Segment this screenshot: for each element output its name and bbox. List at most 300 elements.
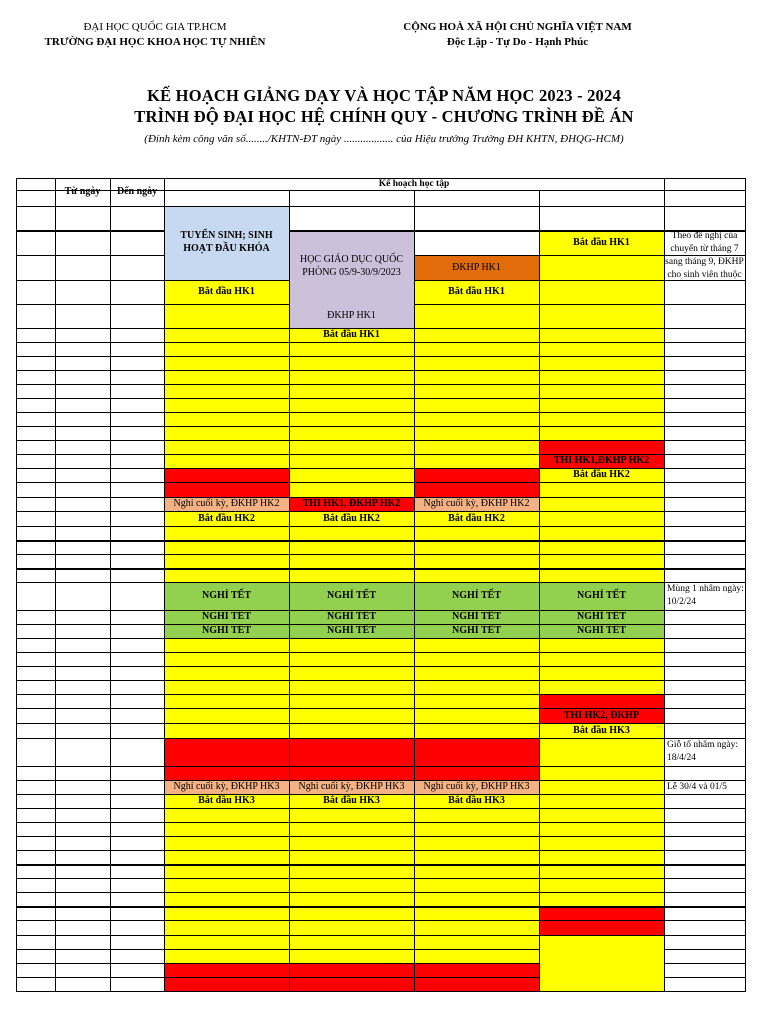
row-divider	[664, 694, 746, 695]
cell-exam2-c3	[414, 738, 539, 780]
row-divider	[164, 468, 290, 469]
row-divider	[55, 356, 111, 357]
row-divider	[55, 582, 111, 583]
row-divider	[55, 991, 111, 992]
row-divider	[414, 328, 540, 329]
row-divider	[664, 836, 746, 837]
cell-hk2-c4	[539, 468, 664, 582]
row-divider	[110, 991, 165, 992]
row-divider	[110, 766, 165, 767]
row-divider	[16, 694, 56, 695]
row-divider	[16, 482, 56, 483]
row-divider	[664, 511, 746, 512]
row-divider	[289, 878, 415, 879]
row-divider	[55, 511, 111, 512]
row-divider	[16, 906, 56, 908]
row-divider	[164, 454, 290, 455]
row-divider	[55, 554, 111, 555]
row-divider	[16, 582, 56, 583]
row-divider	[55, 652, 111, 653]
row-divider	[539, 356, 665, 357]
row-divider	[55, 780, 111, 781]
row-divider	[16, 836, 56, 837]
row-divider	[414, 864, 540, 866]
row-divider	[55, 794, 111, 795]
row-divider	[289, 370, 415, 371]
row-divider	[664, 991, 746, 992]
row-divider	[110, 342, 165, 343]
row-divider	[164, 526, 290, 527]
row-divider	[110, 878, 165, 879]
cell-exam2-c1	[164, 738, 289, 780]
row-divider	[16, 356, 56, 357]
row-divider	[289, 384, 415, 385]
row-divider	[164, 384, 290, 385]
start-hk3-label: Bắt đầu HK3	[323, 795, 380, 806]
row-divider	[414, 426, 540, 427]
row-divider	[289, 190, 415, 191]
row-divider	[414, 206, 540, 207]
row-divider	[539, 384, 665, 385]
row-divider	[55, 766, 111, 767]
row-divider	[414, 568, 540, 570]
row-divider	[110, 666, 165, 667]
row-divider	[289, 977, 415, 978]
row-divider	[55, 370, 111, 371]
row-divider	[16, 426, 56, 427]
row-divider	[110, 526, 165, 527]
row-divider	[164, 540, 290, 542]
row-divider	[16, 780, 56, 781]
column-divider	[16, 178, 17, 992]
row-divider	[16, 638, 56, 639]
row-divider	[16, 280, 56, 281]
row-divider	[539, 526, 665, 527]
row-divider	[539, 666, 665, 667]
row-divider	[164, 356, 290, 357]
column-header-to-date: Đến ngày	[116, 186, 158, 197]
tet-holiday-label: NGHỈ TẾT	[452, 611, 501, 622]
row-divider	[414, 384, 540, 385]
row-divider	[55, 723, 111, 724]
row-divider	[16, 808, 56, 809]
row-divider	[16, 680, 56, 681]
exam-hk1-label-c4: THI HK1,ĐKHP HK2	[553, 455, 650, 466]
row-divider	[110, 864, 165, 866]
row-divider	[289, 949, 415, 950]
row-divider	[55, 963, 111, 964]
row-divider	[664, 342, 746, 343]
row-divider	[289, 666, 415, 667]
row-divider	[539, 991, 665, 992]
cell-hk3b-c4	[539, 935, 664, 991]
row-divider	[55, 230, 111, 232]
row-divider	[664, 178, 746, 179]
row-divider	[16, 963, 56, 964]
row-divider	[16, 610, 56, 611]
column-divider	[55, 178, 56, 992]
row-divider	[664, 808, 746, 809]
row-divider	[16, 206, 56, 207]
row-divider	[164, 808, 290, 809]
row-divider	[55, 255, 111, 256]
start-hk3-label: Bắt đầu HK3	[198, 795, 255, 806]
row-divider	[664, 864, 746, 866]
row-divider	[289, 526, 415, 527]
row-divider	[414, 412, 540, 413]
row-divider	[110, 920, 165, 921]
row-divider	[16, 370, 56, 371]
row-divider	[16, 398, 56, 399]
row-divider	[164, 190, 290, 191]
row-divider	[539, 808, 665, 809]
row-divider	[16, 178, 56, 179]
row-divider	[664, 624, 746, 625]
row-divider	[539, 568, 665, 570]
row-divider	[16, 920, 56, 921]
row-divider	[16, 794, 56, 795]
row-divider	[110, 398, 165, 399]
row-divider	[110, 892, 165, 893]
row-divider	[55, 920, 111, 921]
row-divider	[664, 723, 746, 724]
row-divider	[16, 738, 56, 739]
row-divider	[289, 230, 415, 232]
row-divider	[164, 482, 290, 483]
row-divider	[664, 454, 746, 455]
row-divider	[55, 822, 111, 823]
row-divider	[55, 738, 111, 739]
university-name: ĐẠI HỌC QUỐC GIA TP.HCM	[83, 21, 227, 33]
row-divider	[16, 991, 56, 992]
row-divider	[55, 878, 111, 879]
row-divider	[664, 963, 746, 964]
tet-holiday-label: NGHỈ TẾT	[202, 611, 251, 622]
row-divider	[664, 878, 746, 879]
row-divider	[16, 766, 56, 767]
row-divider	[164, 708, 290, 709]
row-divider	[164, 906, 290, 908]
row-divider	[414, 963, 540, 964]
row-divider	[414, 920, 540, 921]
row-divider	[539, 255, 665, 256]
row-divider	[289, 440, 415, 441]
row-divider	[664, 206, 746, 207]
row-divider	[16, 497, 56, 498]
row-divider	[539, 342, 665, 343]
row-divider	[164, 935, 290, 936]
row-divider	[664, 328, 746, 329]
row-divider	[164, 694, 290, 695]
row-divider	[55, 540, 111, 542]
row-divider	[164, 991, 290, 992]
row-divider	[16, 850, 56, 851]
row-divider	[289, 468, 415, 469]
row-divider	[55, 398, 111, 399]
row-divider	[664, 794, 746, 795]
row-divider	[414, 454, 540, 455]
tet-holiday-label: NGHỈ TẾT	[202, 625, 251, 636]
tet-holiday-label: NGHỈ TẾT	[327, 625, 376, 636]
start-hk1-label-c4: Bắt đầu HK1	[573, 236, 630, 248]
row-divider	[539, 920, 665, 921]
row-divider	[414, 356, 540, 357]
row-divider	[664, 526, 746, 527]
row-divider	[164, 398, 290, 399]
row-divider	[55, 977, 111, 978]
row-divider	[414, 680, 540, 681]
row-divider	[110, 568, 165, 570]
row-divider	[16, 230, 56, 232]
row-divider	[289, 356, 415, 357]
row-divider	[414, 526, 540, 527]
row-divider	[414, 949, 540, 950]
row-divider	[164, 412, 290, 413]
row-divider	[289, 398, 415, 399]
row-divider	[164, 666, 290, 667]
row-divider	[55, 384, 111, 385]
row-divider	[55, 836, 111, 837]
row-divider	[55, 342, 111, 343]
row-divider	[664, 680, 746, 681]
note-hung-kings: Giỗ tổ nhâm ngày: 18/4/24	[667, 740, 738, 763]
row-divider	[110, 370, 165, 371]
row-divider	[55, 412, 111, 413]
country-name: CỘNG HOÀ XÃ HỘI CHỦ NGHĨA VIỆT NAM	[403, 21, 632, 33]
row-divider	[289, 652, 415, 653]
row-divider	[539, 878, 665, 879]
row-divider	[164, 328, 290, 329]
row-divider	[414, 850, 540, 851]
row-divider	[539, 554, 665, 555]
row-divider	[164, 963, 290, 964]
tet-holiday-label: NGHỈ TẾT	[452, 590, 501, 601]
row-divider	[539, 540, 665, 542]
break-hk3-label: Nghỉ cuối kỳ, ĐKHP HK3	[298, 781, 405, 792]
row-divider	[289, 482, 415, 483]
row-divider	[16, 526, 56, 527]
row-divider	[289, 568, 415, 570]
row-divider	[110, 304, 165, 305]
row-divider	[539, 412, 665, 413]
start-hk2-label-c3: Bắt đầu HK2	[448, 512, 505, 524]
tet-holiday-label: NGHỈ TẾT	[577, 611, 626, 622]
row-divider	[664, 356, 746, 357]
row-divider	[289, 454, 415, 455]
row-divider	[664, 906, 746, 908]
row-divider	[55, 454, 111, 455]
cell-hk1-c4	[539, 230, 664, 440]
row-divider	[55, 497, 111, 498]
row-divider	[16, 468, 56, 469]
registration-hk1-label-c2: ĐKHP HK1	[327, 310, 376, 321]
row-divider	[16, 878, 56, 879]
row-divider	[110, 206, 165, 207]
start-hk2-label-c2: Bắt đầu HK2	[323, 512, 380, 524]
row-divider	[414, 304, 540, 305]
row-divider	[110, 280, 165, 281]
row-divider	[16, 440, 56, 441]
row-divider	[664, 850, 746, 851]
row-divider	[539, 280, 665, 281]
row-divider	[110, 723, 165, 724]
row-divider	[414, 808, 540, 809]
row-divider	[164, 892, 290, 893]
row-divider	[16, 652, 56, 653]
row-divider	[164, 680, 290, 681]
row-divider	[110, 356, 165, 357]
row-divider	[110, 624, 165, 625]
row-divider	[289, 836, 415, 837]
row-divider	[55, 304, 111, 305]
row-divider	[414, 482, 540, 483]
row-divider	[110, 638, 165, 639]
row-divider	[289, 738, 415, 739]
row-divider	[289, 708, 415, 709]
row-divider	[664, 568, 746, 570]
row-divider	[164, 738, 290, 739]
row-divider	[539, 370, 665, 371]
row-divider	[110, 906, 165, 908]
row-divider	[414, 190, 540, 191]
row-divider	[664, 708, 746, 709]
row-divider	[110, 554, 165, 555]
tet-holiday-label: NGHỈ TẾT	[452, 625, 501, 636]
start-hk1-label-c1: Bắt đầu HK1	[198, 286, 255, 297]
row-divider	[110, 384, 165, 385]
row-divider	[16, 666, 56, 667]
row-divider	[539, 864, 665, 866]
row-divider	[539, 190, 665, 191]
tet-holiday-label: NGHỈ TẾT	[577, 590, 626, 601]
row-divider	[539, 694, 665, 695]
column-divider	[745, 178, 746, 992]
row-divider	[16, 935, 56, 936]
row-divider	[164, 554, 290, 555]
row-divider	[16, 412, 56, 413]
row-divider	[110, 468, 165, 469]
row-divider	[289, 850, 415, 851]
start-hk1-label-c2: Bắt đầu HK1	[323, 329, 380, 340]
row-divider	[414, 694, 540, 695]
row-divider	[289, 723, 415, 724]
row-divider	[110, 850, 165, 851]
row-divider	[55, 680, 111, 681]
row-divider	[289, 426, 415, 427]
row-divider	[414, 878, 540, 879]
note-lunar-new-year: Mùng 1 nhâm ngày: 10/2/24	[667, 584, 744, 607]
row-divider	[289, 412, 415, 413]
row-divider	[539, 780, 665, 781]
row-divider	[289, 906, 415, 908]
row-divider	[55, 708, 111, 709]
defense-education-label: HỌC GIÁO DỤC QUỐC PHÒNG 05/9-30/9/2023	[299, 254, 404, 278]
start-hk2-label-c1: Bắt đầu HK2	[198, 512, 255, 524]
row-divider	[110, 738, 165, 739]
row-divider	[539, 440, 665, 441]
row-divider	[539, 766, 665, 767]
row-divider	[164, 836, 290, 837]
row-divider	[414, 822, 540, 823]
row-divider	[110, 255, 165, 256]
row-divider	[16, 554, 56, 555]
row-divider	[110, 822, 165, 823]
row-divider	[664, 482, 746, 483]
row-divider	[414, 342, 540, 343]
start-hk1-label-c3: Bắt đầu HK1	[448, 286, 505, 297]
row-divider	[664, 892, 746, 893]
tet-holiday-label: NGHỈ TẾT	[327, 590, 376, 601]
row-divider	[16, 384, 56, 385]
row-divider	[289, 554, 415, 555]
row-divider	[164, 864, 290, 866]
row-divider	[539, 794, 665, 795]
note-reunification-day: Lễ 30/4 và 01/5	[667, 782, 727, 792]
row-divider	[414, 991, 540, 992]
row-divider	[110, 977, 165, 978]
row-divider	[414, 666, 540, 667]
row-divider	[664, 384, 746, 385]
row-divider	[664, 977, 746, 978]
row-divider	[664, 935, 746, 936]
row-divider	[414, 440, 540, 441]
row-divider	[289, 892, 415, 893]
row-divider	[164, 723, 290, 724]
row-divider	[289, 963, 415, 964]
row-divider	[414, 723, 540, 724]
row-divider	[164, 370, 290, 371]
row-divider	[110, 836, 165, 837]
row-divider	[289, 822, 415, 823]
tet-holiday-label: NGHỈ TẾT	[202, 590, 251, 601]
row-divider	[414, 935, 540, 936]
row-divider	[664, 920, 746, 921]
row-divider	[110, 540, 165, 542]
row-divider	[414, 540, 540, 542]
row-divider	[16, 708, 56, 709]
row-divider	[110, 694, 165, 695]
column-header-study-plan: Kế hoạch học tập	[378, 179, 450, 189]
row-divider	[664, 666, 746, 667]
row-divider	[16, 328, 56, 329]
row-divider	[289, 680, 415, 681]
row-divider	[164, 440, 290, 441]
row-divider	[110, 440, 165, 441]
row-divider	[55, 624, 111, 625]
row-divider	[664, 468, 746, 469]
row-divider	[664, 426, 746, 427]
row-divider	[539, 206, 665, 207]
row-divider	[110, 794, 165, 795]
school-name: TRƯỜNG ĐẠI HỌC KHOA HỌC TỰ NHIÊN	[44, 36, 266, 48]
row-divider	[110, 328, 165, 329]
row-divider	[539, 850, 665, 851]
break-hk2-label-c3: Nghỉ cuối kỳ, ĐKHP HK2	[423, 498, 530, 509]
row-divider	[414, 370, 540, 371]
row-divider	[55, 864, 111, 866]
row-divider	[414, 638, 540, 639]
row-divider	[414, 398, 540, 399]
exam-hk1-label-c2: THI HK1, ĐKHP HK2	[302, 498, 401, 509]
page-subtitle: TRÌNH ĐỘ ĐẠI HỌC HỆ CHÍNH QUY - CHƯƠNG TRÌNH ĐỀ ÁN	[134, 107, 634, 126]
row-divider	[289, 638, 415, 639]
row-divider	[164, 304, 290, 305]
row-divider	[16, 342, 56, 343]
row-divider	[164, 920, 290, 921]
row-divider	[110, 652, 165, 653]
row-divider	[110, 708, 165, 709]
row-divider	[539, 906, 665, 908]
